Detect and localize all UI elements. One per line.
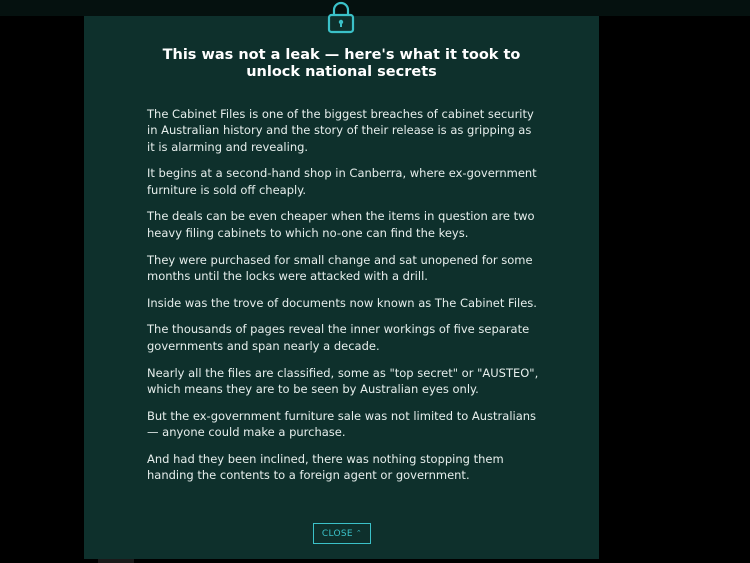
body-paragraph: And had they been inclined, there was nothing stopping them handing the contents to a foreign agent or government.	[147, 451, 504, 483]
close-button[interactable]	[313, 523, 371, 544]
body-paragraph: Nearly all the files are classified, some as "top secret" or "AUSTEO", which means they are to be seen by Australian eyes only.	[147, 365, 539, 396]
close-button-label: CLOSE	[321, 528, 353, 539]
body-paragraph: It begins at a second-hand shop in Canberra, where ex-government furniture is sold off cheaply.	[147, 166, 537, 197]
background-header-strip	[0, 0, 750, 16]
body-paragraph: The Cabinet Files is one of the biggest breaches of cabinet security in Australian history and the story of their release is as gripping as it is alarming and revealing.	[147, 107, 534, 154]
modal-title: This was not a leak — here's what it took to unlock national secrets	[162, 47, 521, 80]
body-paragraph: Inside was the trove of documents now known as The Cabinet Files.	[147, 295, 537, 310]
chevron-up-icon: ⌃	[355, 529, 363, 537]
modal-body	[147, 106, 542, 494]
lock-icon	[325, 0, 357, 34]
body-paragraph: The deals can be even cheaper when the items in question are two heavy filing cabinets to which no-one can find the keys.	[147, 209, 535, 240]
body-paragraph: The thousands of pages reveal the inner workings of five separate governments and span nearly a decade.	[147, 322, 530, 353]
body-paragraph: They were purchased for small change and sat unopened for some months until the locks were attacked with a drill.	[147, 252, 533, 283]
body-paragraph: But the ex-government furniture sale was not limited to Australians — anyone could make a purchase.	[147, 408, 537, 439]
